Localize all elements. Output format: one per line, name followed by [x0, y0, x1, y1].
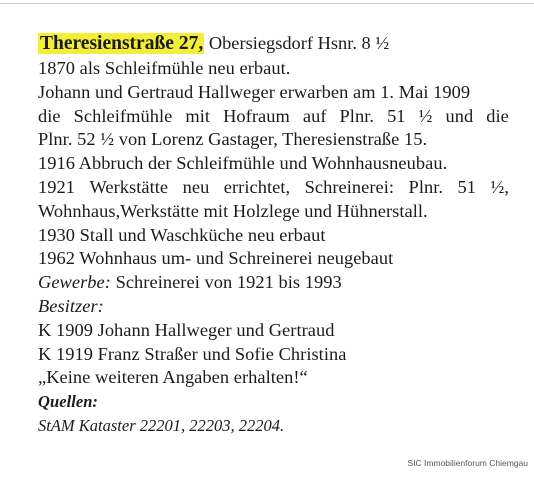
besitzer-label: Besitzer:: [38, 295, 104, 316]
entry-heading: [38, 30, 528, 57]
watermark: SIC Immobilienforum Chiemgau: [407, 458, 528, 468]
gewerbe-text: Schreinerei von 1921 bis 1993: [110, 272, 342, 293]
quellen-text: StAM Kataster 22201, 22203, 22204.: [38, 415, 285, 435]
word: ½,: [490, 176, 509, 197]
word: Plnr.: [339, 105, 375, 126]
word: ½: [418, 105, 433, 126]
address-note: Obersiegsdorf Hsnr. 8 ½: [204, 33, 390, 53]
gewerbe-line: [38, 271, 528, 295]
quellen-label: Quellen:: [38, 392, 98, 412]
word: Plnr.: [408, 176, 444, 197]
text-line: Johann und Gertraud Hallweger erwarben am 1. Mai 1909: [38, 81, 471, 102]
text-line: 1962 Wohnhaus um- und Schreinerei neugebaut: [38, 248, 394, 269]
word: mit: [185, 105, 211, 126]
word: 1921: [38, 176, 75, 197]
word: neu: [182, 176, 210, 197]
owner-line: K 1909 Johann Hallweger und Gertraud: [38, 319, 335, 340]
text-block: [38, 30, 528, 437]
street-title-highlight: Theresienstraße 27,: [40, 33, 204, 54]
word: Hofraum: [223, 105, 290, 126]
word: 51: [457, 176, 477, 197]
word: und: [445, 105, 474, 126]
justified-text-line: [38, 176, 509, 200]
text-line: 1916 Abbruch der Schleifmühle und Wohnhausneubau.: [38, 153, 448, 174]
word: 51: [387, 105, 406, 126]
text-line: Plnr. 52 ½ von Lorenz Gastager, Theresienstraße 15.: [38, 129, 428, 150]
word: die: [38, 105, 61, 126]
text-line: 1930 Stall und Waschküche neu erbaut: [38, 224, 326, 245]
word: Schreinerei:: [304, 176, 395, 197]
gewerbe-label: Gewerbe:: [38, 272, 111, 293]
quote-line: „Keine weiteren Angaben erhalten!“: [38, 367, 308, 388]
text-line: Wohnhaus,Werkstätte mit Holzlege und Hühnerstall.: [38, 200, 428, 221]
top-border-line: [0, 3, 534, 4]
text-line: 1870 als Schleifmühle neu erbaut.: [38, 58, 291, 78]
word: auf: [302, 105, 327, 126]
word: die: [486, 105, 509, 126]
word: Schleifmühle: [73, 105, 173, 126]
owner-line: K 1919 Franz Straßer und Sofie Christina: [38, 343, 347, 364]
word: errichtet,: [223, 176, 291, 197]
word: Werkstätte: [89, 176, 169, 197]
justified-text-line: [38, 105, 509, 129]
